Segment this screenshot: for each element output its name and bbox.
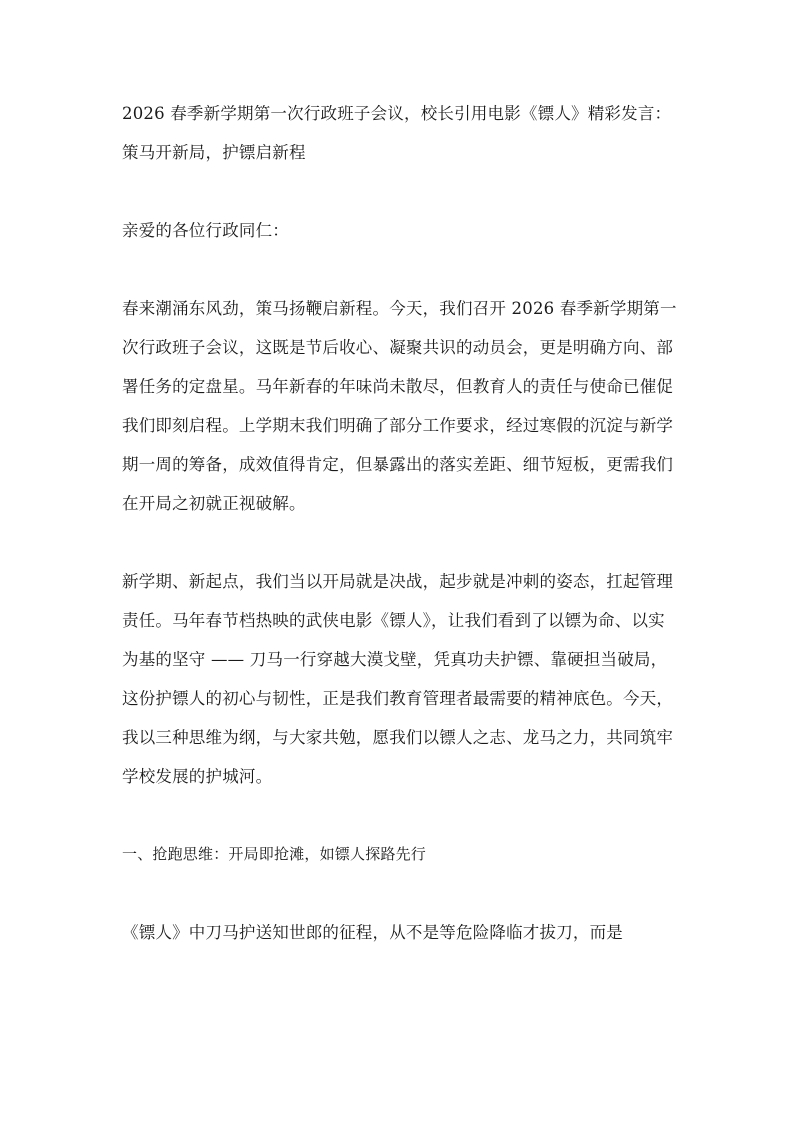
document-salutation: 亲爱的各位行政同仁： bbox=[122, 221, 289, 240]
document-text-column bbox=[122, 0, 678, 952]
body-paragraph-2: 新学期、新起点，我们当以开局就是决战，起步就是冲刺的姿态，扛起管理责任。马年春节档热映的武侠电影《镖人》，让我们看到了以镖为命、以实为基的坚守 —— 刀马一行穿越大漠戈壁，凭真功夫护镖、靠硬担当破局，这份护镖人的初心与韧性，正是我们教育管理者最需要的精神底色。今天，我以三种思维为纲，与大家共勉，愿我们以镖人之志、龙马之力，共同筑牢学校发展的护城河。 bbox=[122, 572, 674, 786]
section-1-paragraph-1: 《镖人》中刀马护送知世郎的征程，从不是等危险降临才拔刀，而是 bbox=[122, 923, 623, 942]
title-salutation-spacer bbox=[122, 172, 678, 211]
paragraph-1-2-spacer bbox=[122, 523, 678, 562]
salutation-body-spacer bbox=[122, 250, 678, 289]
section-heading-1: 一、抢跑思维：开局即抢滩，如镖人探路先行 bbox=[122, 845, 427, 863]
paragraph-2-heading-spacer bbox=[122, 796, 678, 835]
heading-body-spacer bbox=[122, 874, 678, 913]
body-paragraph-1: 春来潮涌东风劲，策马扬鞭启新程。今天，我们召开 2026 春季新学期第一次行政班子会议，这既是节后收心、凝聚共识的动员会，更是明确方向、部署任务的定盘星。马年新春的年味尚未散尽，但教育人的责任与使命已催促我们即刻启程。上学期末我们明确了部分工作要求，经过寒假的沉淀与新学期一周的筹备，成效值得肯定，但暴露出的落实差距、细节短板，更需我们在开局之初就正视破解。 bbox=[122, 299, 677, 513]
document-title: 2026 春季新学期第一次行政班子会议，校长引用电影《镖人》精彩发言：策马开新局，护镖启新程 bbox=[122, 104, 672, 162]
top-margin-spacer bbox=[122, 0, 678, 94]
